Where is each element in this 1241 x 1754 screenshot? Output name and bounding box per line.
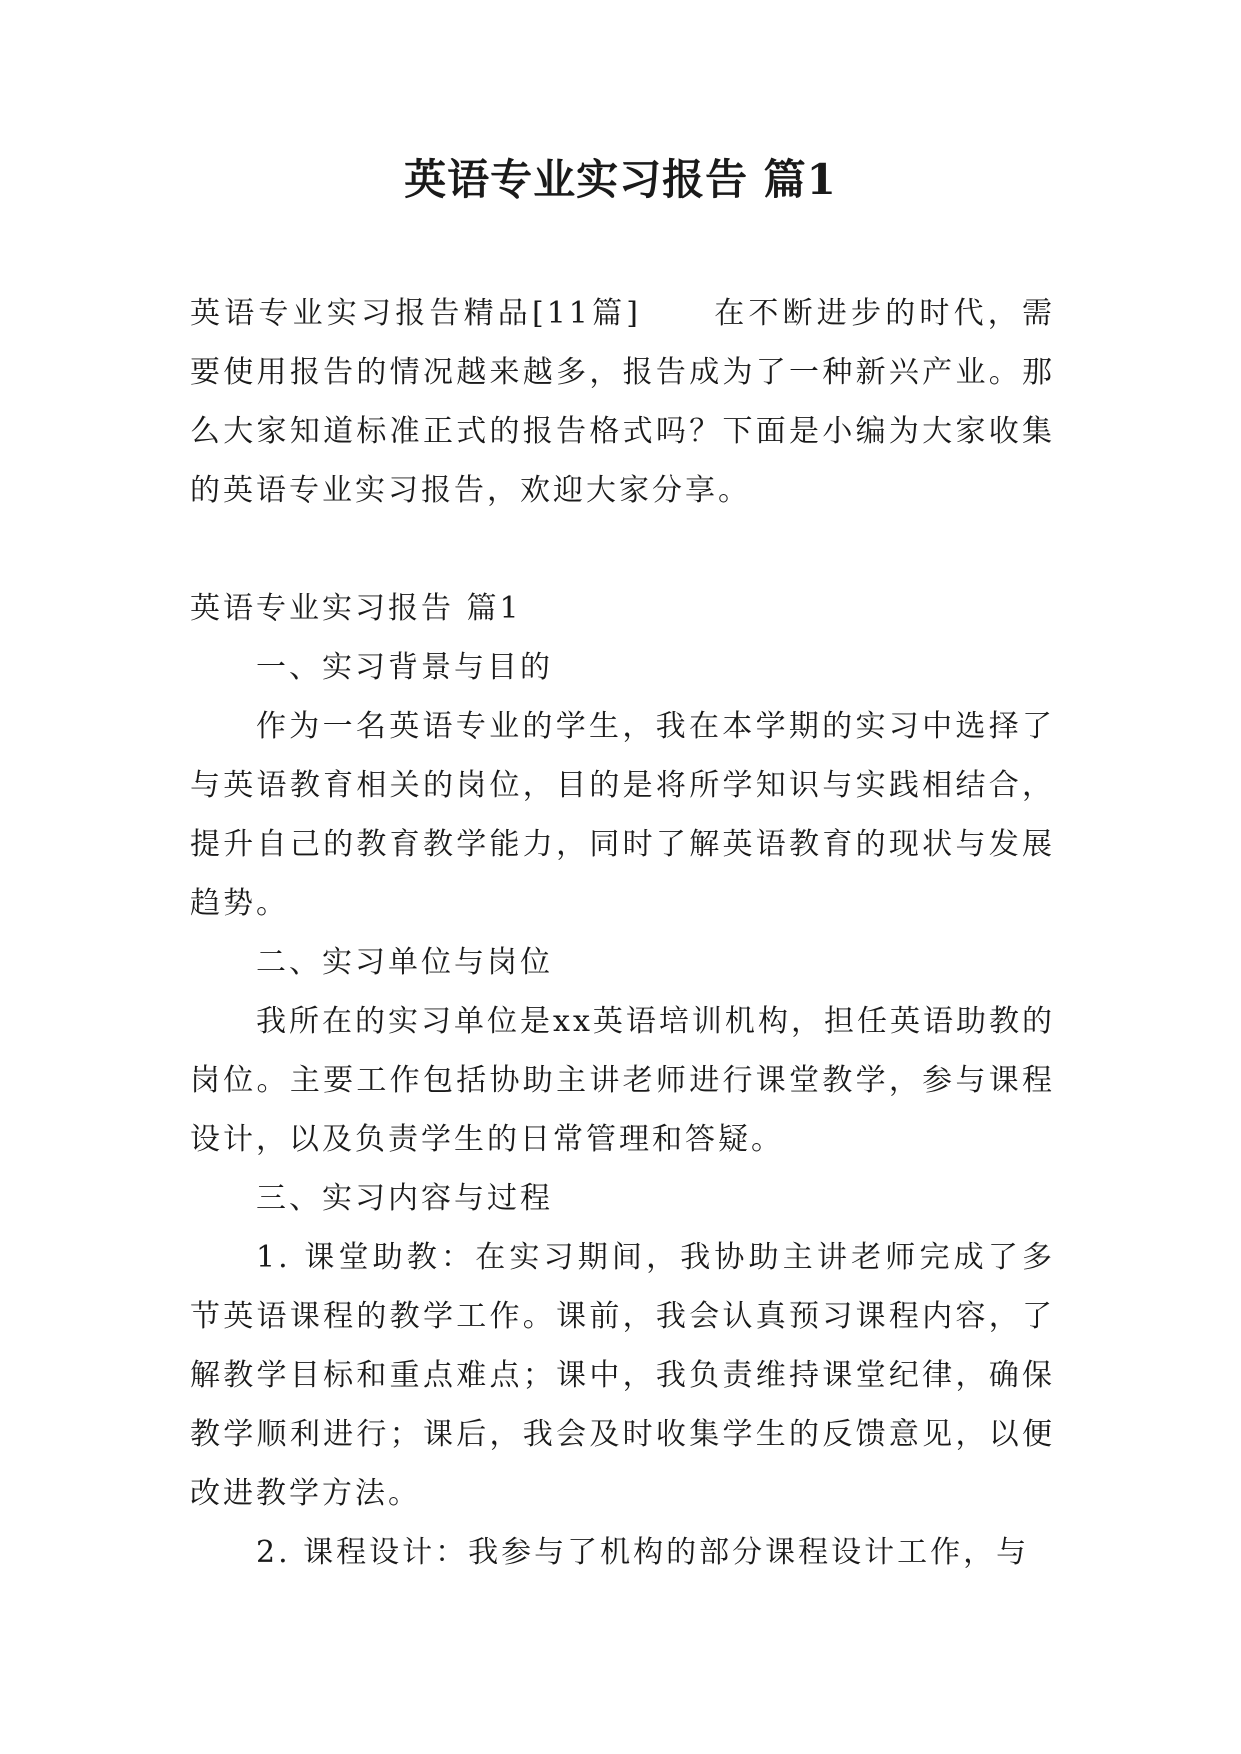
paragraph-classroom-assistant: 1. 课堂助教：在实习期间，我协助主讲老师完成了多节英语课程的教学工作。课前，我会认真预习课程内容，了解教学目标和重点难点；课中，我负责维持课堂纪律，确保教学顺利进行；课后，我会及时收集学生的反馈意见，以便改进教学方法。: [190, 1240, 1055, 1511]
blank-line: [190, 520, 1055, 579]
section-title: 英语专业实习报告 篇1: [190, 591, 522, 626]
document-body: [190, 284, 1055, 1582]
paragraph-unit: 我所在的实习单位是xx英语培训机构，担任英语助教的岗位。主要工作包括协助主讲老师进行课堂教学，参与课程设计，以及负责学生的日常管理和答疑。: [190, 1004, 1055, 1157]
document-title: 英语专业实习报告 篇1: [404, 155, 837, 204]
paragraph-course-design: 2. 课程设计：我参与了机构的部分课程设计工作，与: [256, 1535, 1030, 1570]
intro-text: 在不断进步的时代，需要使用报告的情况越来越多，报告成为了一种新兴产业。那么大家知道标准正式的报告格式吗？下面是小编为大家收集的英语专业实习报告，欢迎大家分享。: [190, 296, 1056, 508]
intro-paragraph: [190, 284, 1055, 520]
intro-lead: 英语专业实习报告精品[11篇]: [190, 296, 641, 331]
heading-content: 三、实习内容与过程: [256, 1181, 553, 1216]
paragraph-background: 作为一名英语专业的学生，我在本学期的实习中选择了与英语教育相关的岗位，目的是将所学知识与实践相结合，提升自己的教育教学能力，同时了解英语教育的现状与发展趋势。: [190, 709, 1055, 921]
heading-unit: 二、实习单位与岗位: [256, 945, 553, 980]
heading-background: 一、实习背景与目的: [256, 650, 553, 685]
